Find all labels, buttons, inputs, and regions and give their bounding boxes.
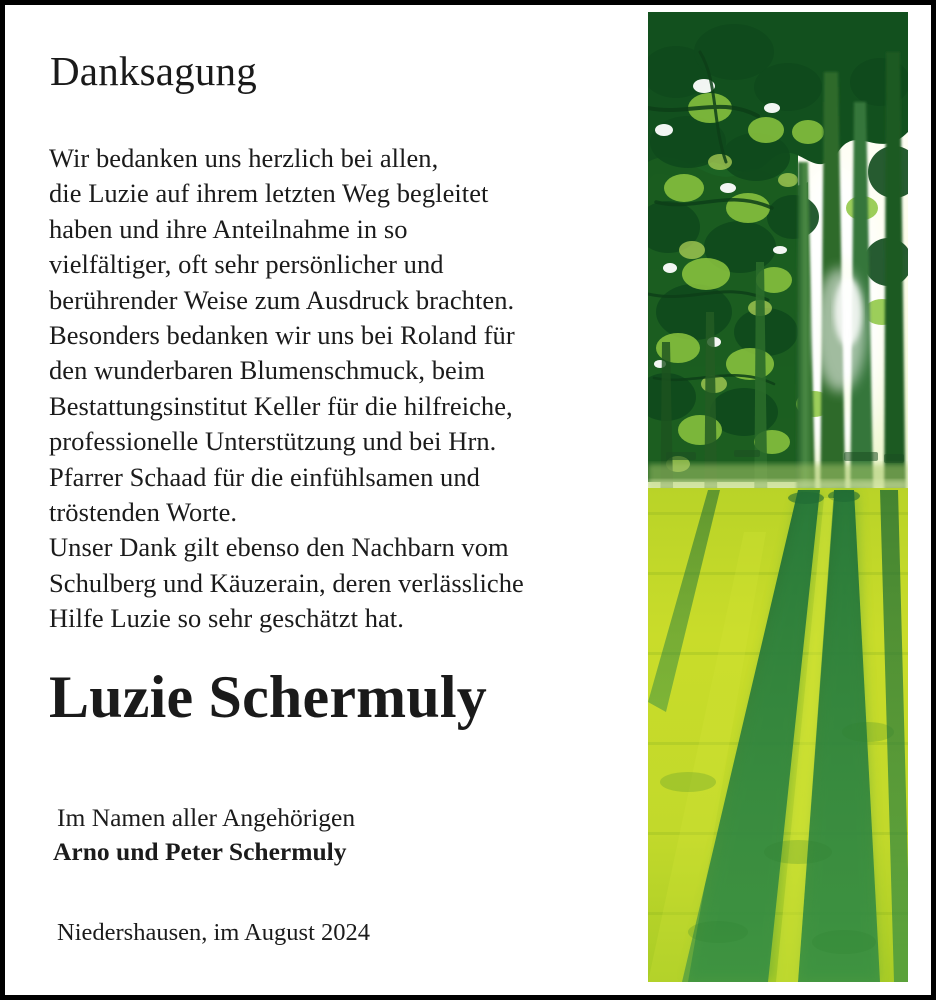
signature-block: [49, 801, 609, 869]
body-line: Pfarrer Schaad für die einfühlsamen und: [49, 461, 480, 492]
body-line: tröstenden Worte.: [49, 497, 238, 528]
text-column: [45, 5, 637, 995]
body-line: berührender Weise zum Ausdruck brachten.: [49, 284, 515, 315]
page-title: Danksagung: [50, 48, 257, 94]
signature-names: Arno und Peter Schermuly: [53, 837, 347, 866]
body-line: Schulberg und Käuzerain, deren verlässliche: [49, 567, 524, 598]
deceased-name: Luzie Schermuly: [49, 664, 487, 730]
body-line: Wir bedanken uns herzlich bei allen,: [49, 143, 439, 173]
body-line: Unser Dank gilt ebenso den Nachbarn vom: [49, 532, 509, 563]
forest-photo: [648, 12, 908, 982]
signature-intro: Im Namen aller Angehörigen: [57, 803, 356, 832]
body-line: Bestattungsinstitut Keller für die hilfreiche,: [49, 390, 513, 421]
body-line: haben und ihre Anteilnahme in so: [49, 213, 408, 244]
body-line: die Luzie auf ihrem letzten Weg begleitet: [49, 178, 489, 209]
body-line: Hilfe Luzie so sehr geschätzt hat.: [49, 603, 404, 634]
thank-you-body: [49, 141, 629, 637]
body-line: professionelle Unterstützung und bei Hrn.: [49, 426, 497, 457]
forest-photo-illustration: [648, 12, 908, 982]
body-line: den wunderbaren Blumenschmuck, beim: [49, 355, 485, 386]
body-line: Besonders bedanken wir uns bei Roland für: [49, 320, 515, 351]
card-inner: [5, 5, 931, 995]
body-line: vielfältiger, oft sehr persönlicher und: [49, 249, 444, 280]
place-and-date: Niedershausen, im August 2024: [57, 919, 371, 946]
